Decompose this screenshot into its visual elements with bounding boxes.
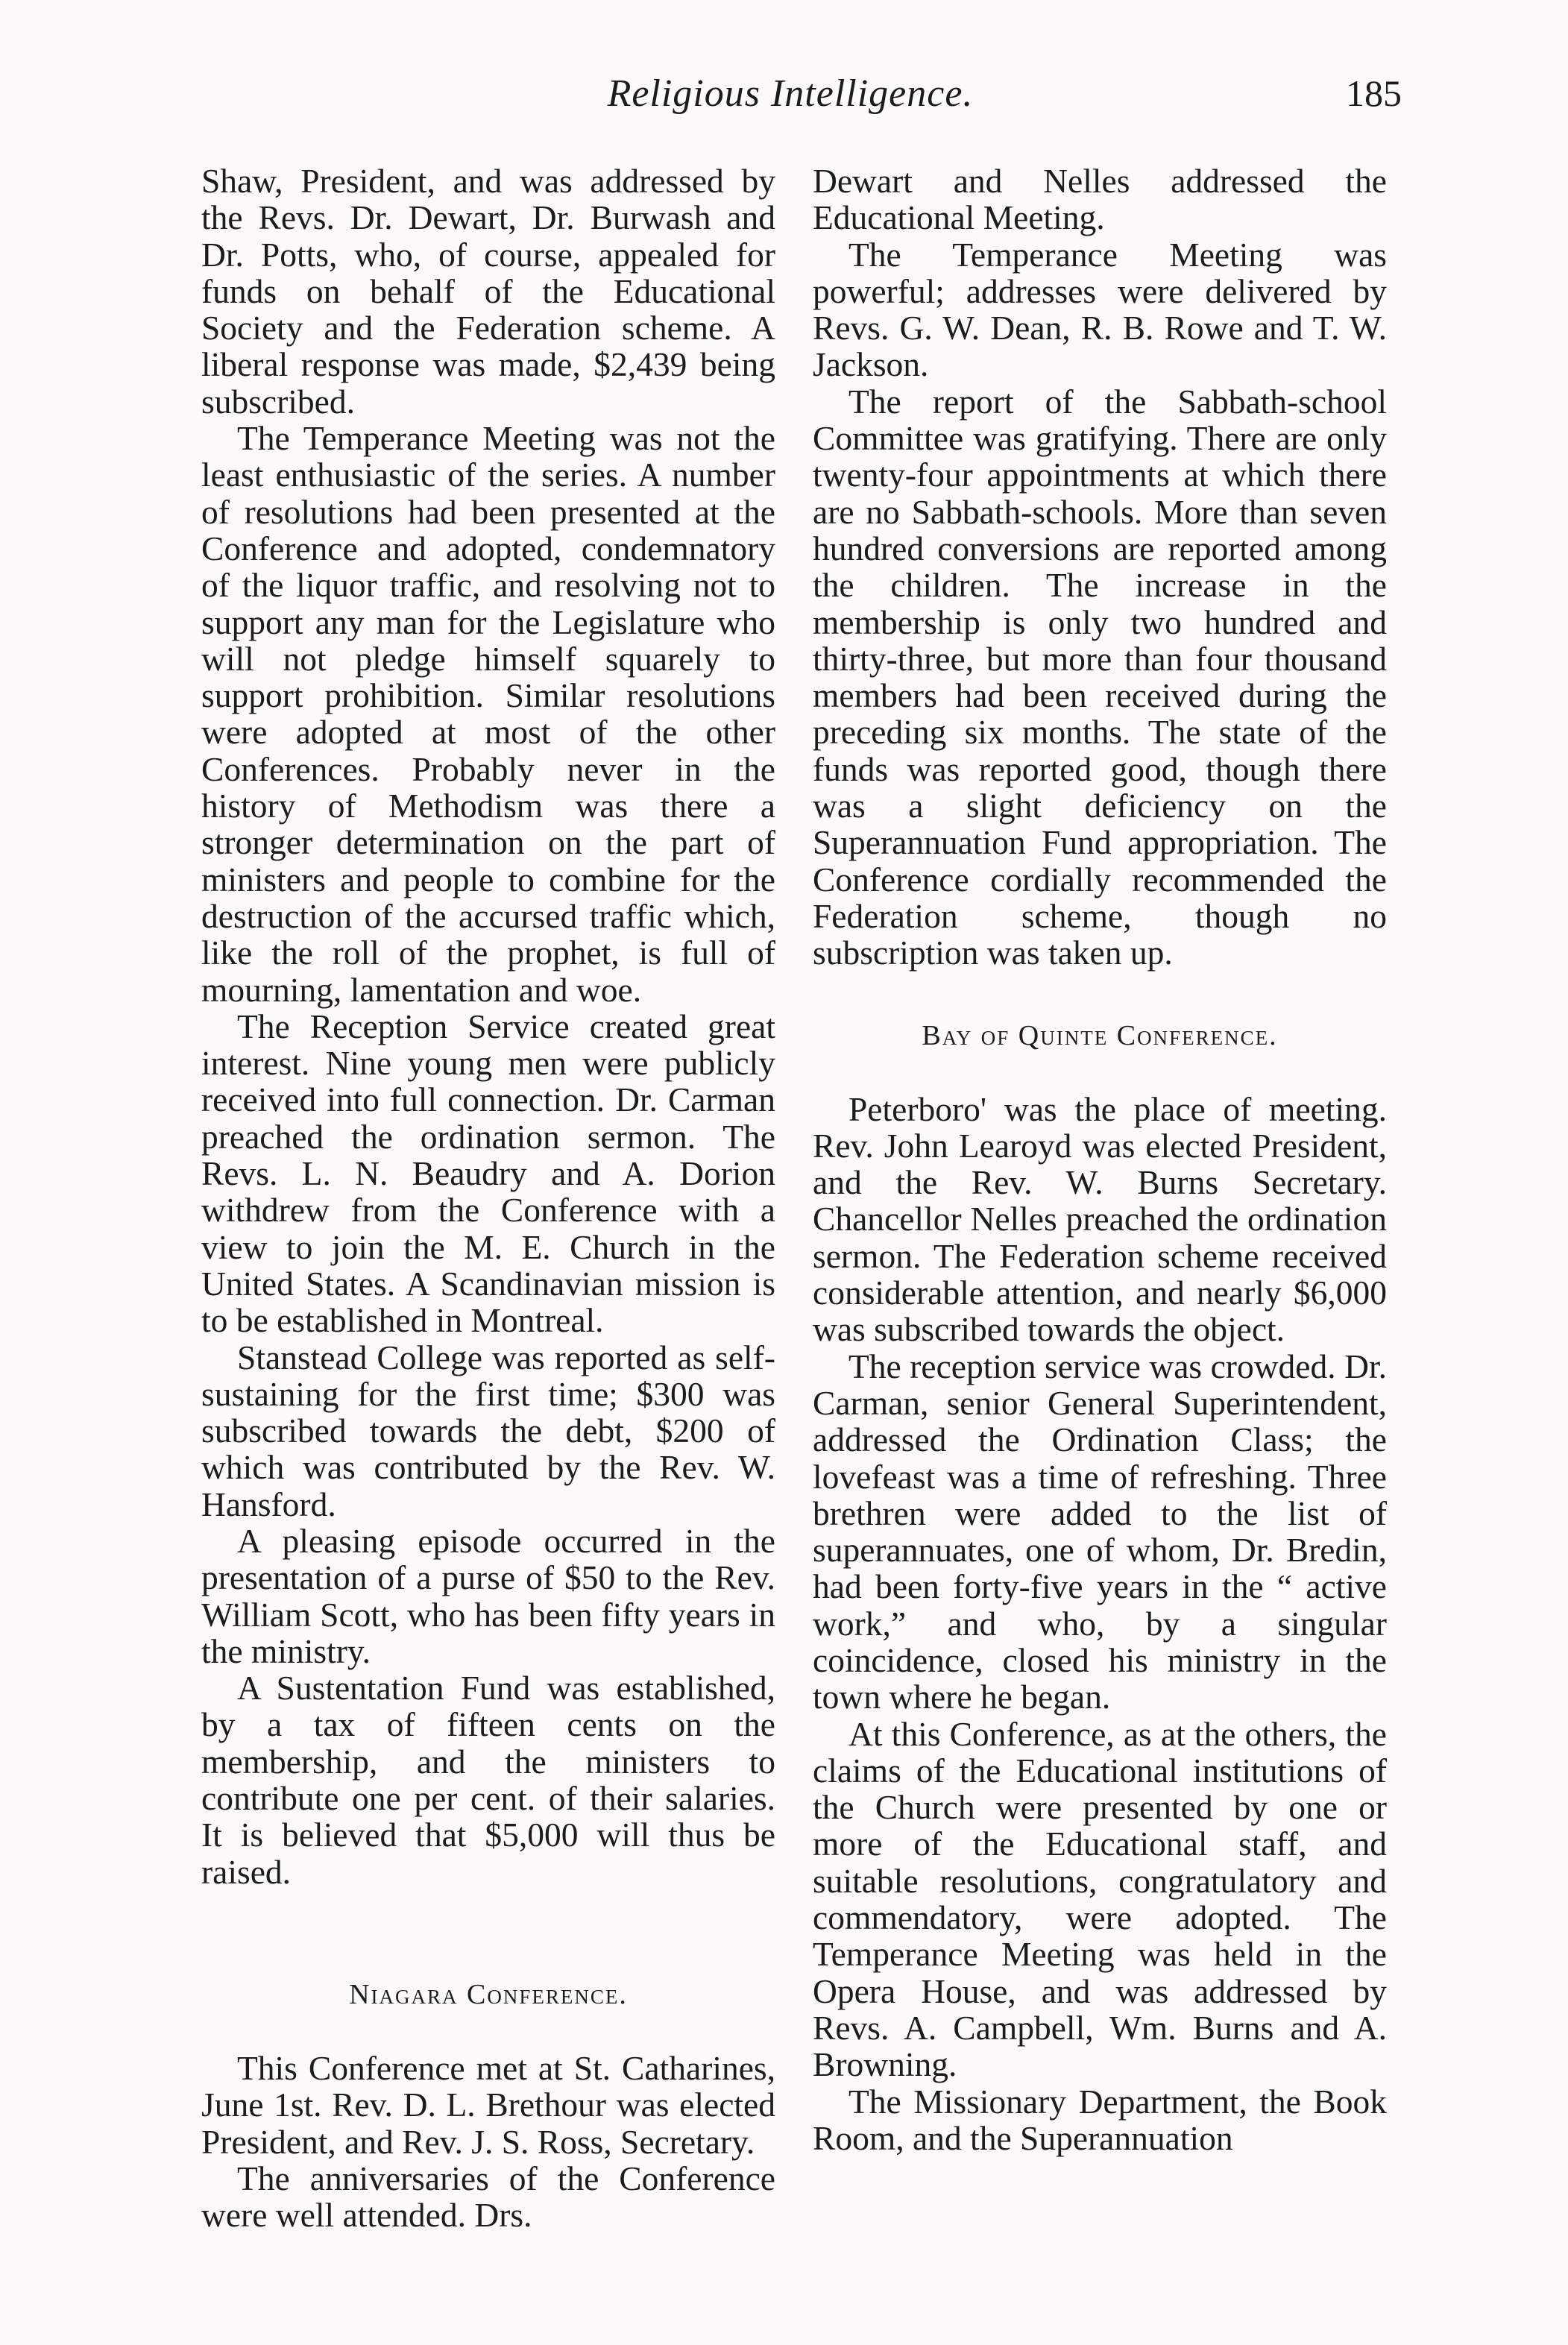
running-head: Religious Intelligence. — [607, 72, 974, 115]
left-column — [201, 163, 775, 2233]
paragraph: The Temperance Meeting was powerful; addresses were delivered by Revs. G. W. Dean, R. B. Rowe and T. W. Jackson. — [813, 235, 1387, 384]
page-number: 185 — [1346, 72, 1402, 114]
paragraph: The Temperance Meeting was not the least enthusiastic of the series. A number of resolutions had been presented at the Conference and adopted, condemnatory of the liquor traffic, and resolving not to support any man for the Legislature who will not pledge himself squarely to support prohibition. Similar resolutions were adopted at most of the other Conferences. Probably never in the history of Methodism was there a stronger determination on the part of ministers and people to combine for the destruction of the accursed traffic which, like the roll of the prophet, is full of mourning, lamentation and woe. — [201, 419, 775, 1009]
section-heading: Bay of Quinte Conference. — [922, 1019, 1278, 1051]
paragraph: Shaw, President, and was addressed by the Revs. Dr. Dewart, Dr. Burwash and Dr. Potts, who, of course, appealed for funds on behalf of the Educational Society and the Federation scheme. A liberal response was made, $2,439 being subscribed. — [201, 162, 775, 421]
paragraph: The Missionary Department, the Book Room, and the Superannuation — [813, 2082, 1387, 2157]
page-header — [179, 72, 1402, 131]
paragraph: The report of the Sabbath-school Committee was gratifying. There are only twenty-four appointments at which there are no Sabbath-schools. More than seven hundred conversions are reported among the children. The increase in the membership is only two hundred and thirty-three, but more than four thousand members had been received during the preceding six months. The state of the funds was reported good, though there was a slight deficiency on the Superannuation Fund appropriation. The Conference cordially recommended the Federation scheme, though no subscription was taken up. — [813, 382, 1387, 972]
paragraph: At this Conference, as at the others, the claims of the Educational institutions of the Church were presented by one or more of the Educational staff, and suitable resolutions, congratulatory and commendatory, were adopted. The Temperance Meeting was held in the Opera House, and was addressed by Revs. A. Campbell, Wm. Burns and A. Browning. — [813, 1714, 1387, 2084]
paragraph: The reception service was crowded. Dr. Carman, senior General Superintendent, addressed the Ordination Class; the lovefeast was a time of refreshing. Three brethren were added to the list of superannuates, one of whom, Dr. Bredin, had been forty-five years in the “ active work,” and who, by a singular coincidence, closed his ministry in the town where he began. — [813, 1347, 1387, 1716]
right-column — [813, 163, 1387, 2156]
paragraph: This Conference met at St. Catharines, June 1st. Rev. D. L. Brethour was elected President, and Rev. J. S. Ross, Secretary. — [201, 2048, 775, 2161]
paragraph: Dewart and Nelles addressed the Educational Meeting. — [813, 162, 1387, 237]
paragraph: The anniversaries of the Conference were well attended. Drs. — [201, 2159, 775, 2235]
paragraph: A Sustentation Fund was established, by a tax of fifteen cents on the membership, and the ministers to contribute one per cent. of their salaries. It is believed that $5,000 will thus be raised. — [201, 1669, 775, 1891]
paragraph: Stanstead College was reported as self-sustaining for the first time; $300 was subscribed towards the debt, $200 of which was contributed by the Rev. W. Hansford. — [201, 1338, 775, 1523]
section-heading: Niagara Conference. — [349, 1978, 628, 2010]
paragraph: A pleasing episode occurred in the presentation of a purse of $50 to the Rev. William Scott, who has been fifty years in the ministry. — [201, 1521, 775, 1670]
paragraph: Peterboro' was the place of meeting. Rev. John Learoyd was elected President, and the Rev. W. Burns Secretary. Chancellor Nelles preached the ordination sermon. The Federation scheme received considerable attention, and nearly $6,000 was subscribed towards the object. — [813, 1089, 1387, 1349]
paragraph: The Reception Service created great interest. Nine young men were publicly received into full connection. Dr. Carman preached the ordination sermon. The Revs. L. N. Beaudry and A. Dorion withdrew from the Conference with a view to join the M. E. Church in the United States. A Scandinavian mission is to be established in Montreal. — [201, 1007, 775, 1340]
